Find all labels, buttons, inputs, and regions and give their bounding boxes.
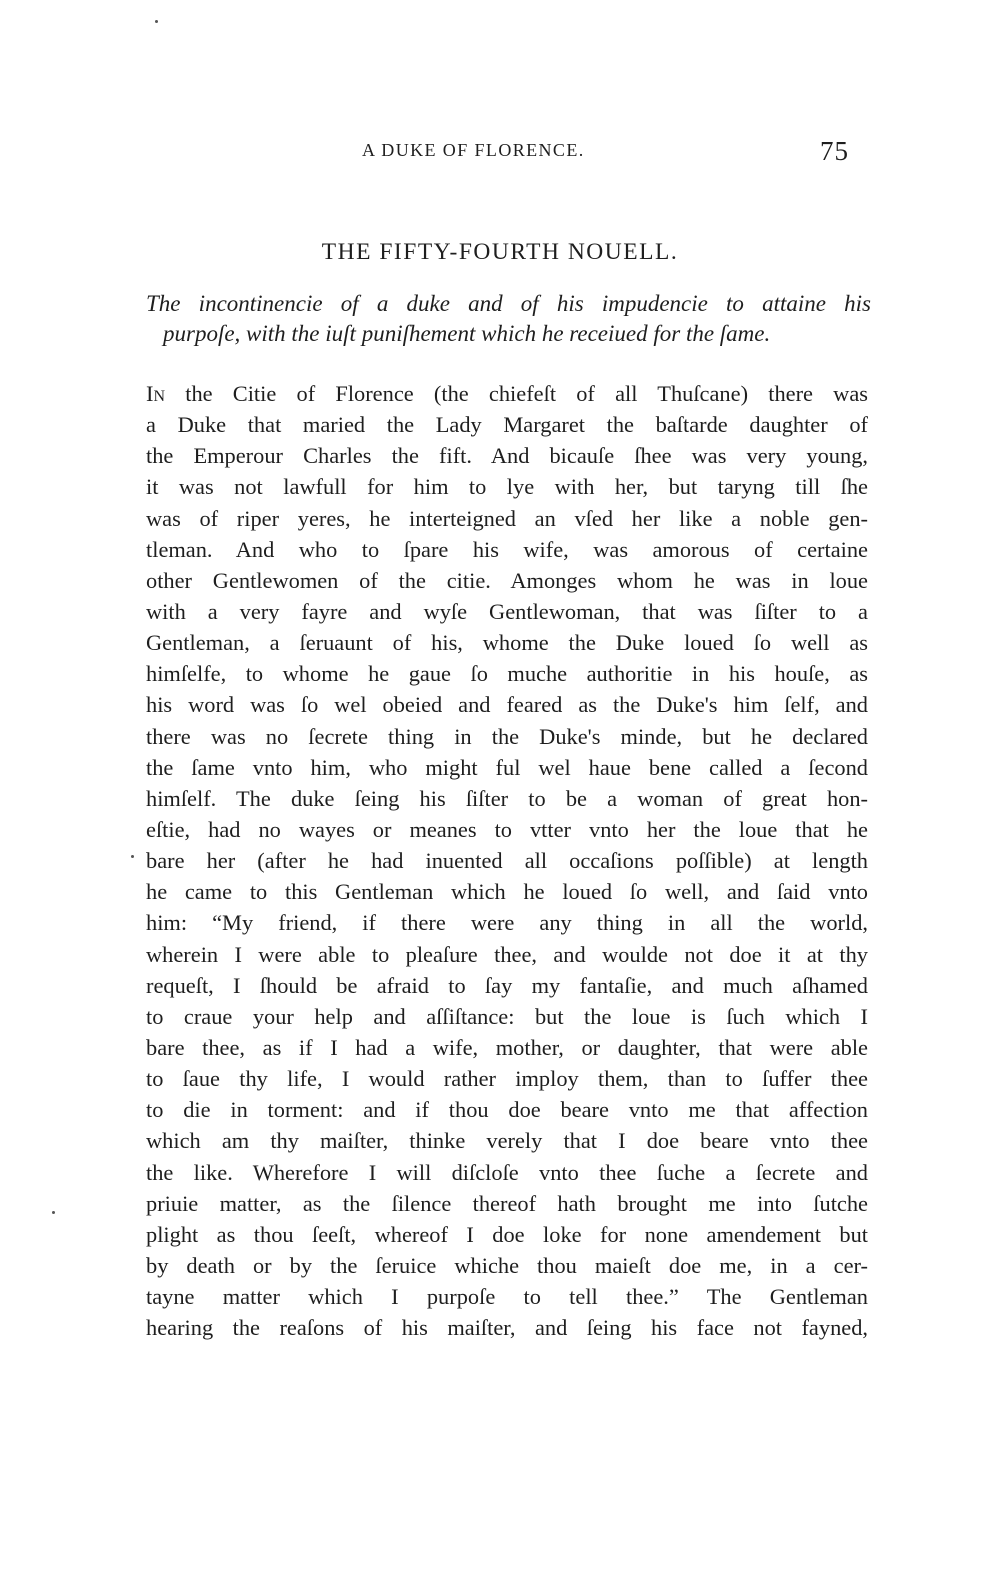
text-line: he came to this Gentleman which he loued ſo well, and ſaid vnto <box>146 879 868 905</box>
text-line: which am thy maiſter, thinke verely that I doe beare vnto thee <box>146 1128 868 1154</box>
argument-line: purpoſe, with the iuſt puniſhement which he receiued for the ſame. <box>163 321 771 346</box>
body-text <box>146 378 868 1343</box>
opening-word: In <box>146 381 166 406</box>
page-number: 75 <box>820 136 849 166</box>
text-line: wherein I were able to pleaſure thee, and woulde not doe it at thy <box>146 941 868 967</box>
running-head <box>0 136 1000 166</box>
text-line: his word was ſo wel obeied and feared as the Duke's him ſelf, and <box>146 692 868 718</box>
text-line: a Duke that maried the Lady Margaret the baſtarde daughter of <box>146 412 868 438</box>
text-line: the ſame vnto him, who might ful wel haue bene called a ſecond <box>146 754 868 780</box>
text-line: him: “My friend, if there were any thing in all the world, <box>146 910 868 936</box>
text-line: it was not lawfull for him to lye with her, but taryng till ſhe <box>146 474 868 500</box>
chapter-argument <box>146 289 871 349</box>
text-line: hearing the reaſons of his maiſter, and ſeing his face not fayned, <box>146 1315 868 1341</box>
running-title: A DUKE OF FLORENCE. <box>362 140 585 160</box>
text-line: to ſaue thy life, I would rather imploy them, than to ſuffer thee <box>146 1066 868 1092</box>
text-line: tayne matter which I purpoſe to tell thee.” The Gentleman <box>146 1284 868 1310</box>
text-line: other Gentlewomen of the citie. Amonges whom he was in loue <box>146 567 868 593</box>
print-speck <box>52 1211 55 1214</box>
text-line: requeſt, I ſhould be afraid to ſay my fantaſie, and much aſhamed <box>146 972 868 998</box>
argument-line: The incontinencie of a duke and of his impudencie to attaine his <box>146 291 871 316</box>
text-line: himſelf. The duke ſeing his ſiſter to be a woman of great hon- <box>146 785 868 811</box>
text-line: the like. Wherefore I will diſcloſe vnto thee ſuche a ſecrete and <box>146 1159 868 1185</box>
text-line: by death or by the ſeruice whiche thou maieſt doe me, in a cer- <box>146 1252 868 1278</box>
text-line: himſelfe, to whome he gaue ſo muche authoritie in his houſe, as <box>146 661 868 687</box>
text-line: Gentleman, a ſeruaunt of his, whome the Duke loued ſo well as <box>146 630 868 656</box>
text-line: priuie matter, as the ſilence thereof hath brought me into ſutche <box>146 1190 868 1216</box>
text-line: with a very fayre and wyſe Gentlewoman, that was ſiſter to a <box>146 598 868 624</box>
text-line: bare her (after he had inuented all occaſions poſſible) at length <box>146 848 868 874</box>
print-speck <box>155 20 158 23</box>
chapter-title: THE FIFTY-FOURTH NOUELL. <box>321 239 679 265</box>
text-line: tleman. And who to ſpare his wife, was amorous of certaine <box>146 536 868 562</box>
text-line: was of riper yeres, he interteigned an vſed her like a noble gen- <box>146 505 868 531</box>
text-line: plight as thou ſeeſt, whereof I doe loke for none amendement but <box>146 1221 868 1247</box>
text-line: to craue your help and aſſiſtance: but the loue is ſuch which I <box>146 1003 868 1029</box>
text-line: In the Citie of Florence (the chiefeſt of all Thuſcane) there was <box>146 381 868 406</box>
text-line: the Emperour Charles the fift. And bicauſe ſhee was very young, <box>146 443 868 469</box>
text-line: bare thee, as if I had a wife, mother, or daughter, that were able <box>146 1034 868 1060</box>
print-speck <box>131 855 134 858</box>
text-line: to die in torment: and if thou doe beare vnto me that affection <box>146 1097 868 1123</box>
text-line: eſtie, had no wayes or meanes to vtter vnto her the loue that he <box>146 816 868 842</box>
text-line: there was no ſecrete thing in the Duke's minde, but he declared <box>146 723 868 749</box>
